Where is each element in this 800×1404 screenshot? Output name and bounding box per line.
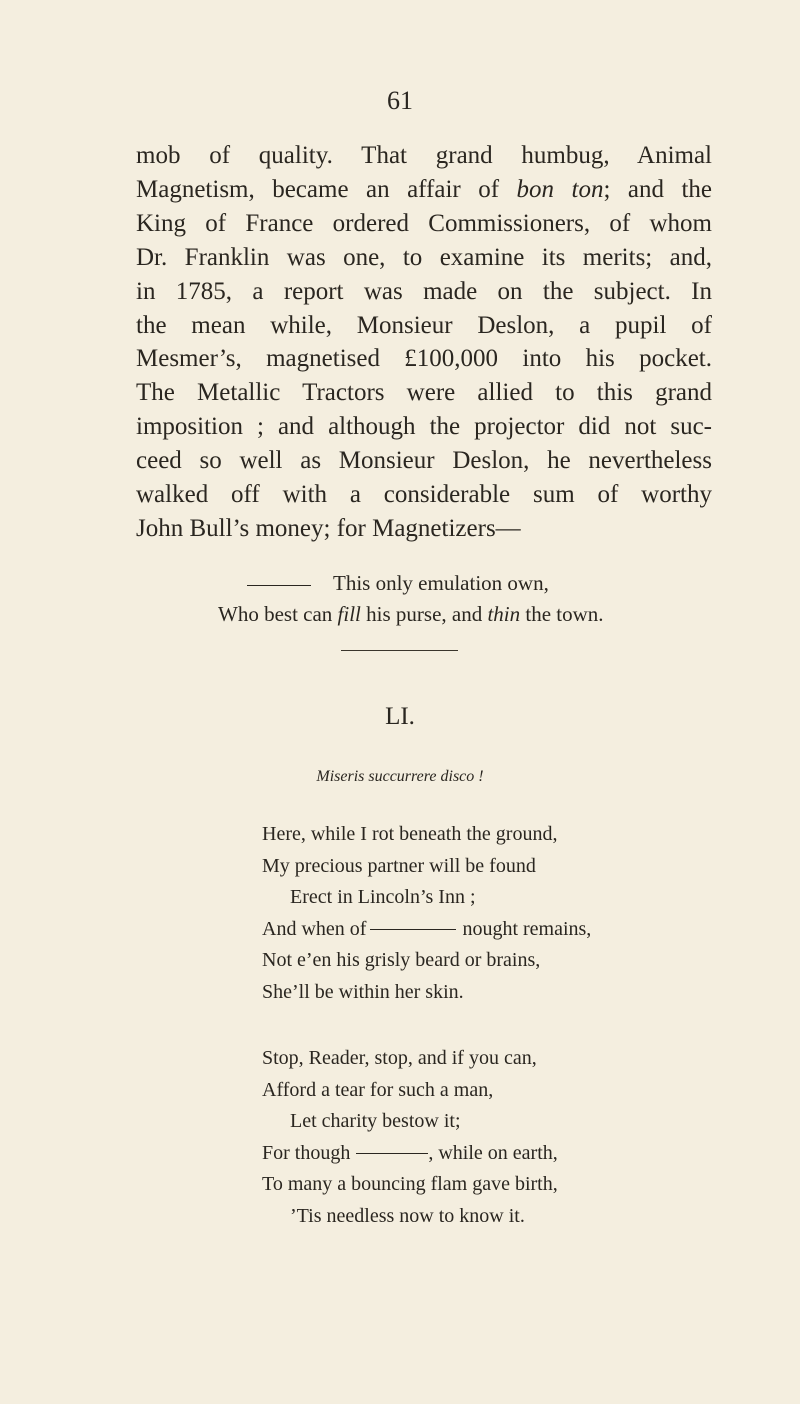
verse-quotation [0, 568, 800, 630]
verse-line: She’ll be within her skin. [262, 980, 464, 1003]
verse-line: Let charity bestow it; [290, 1110, 461, 1132]
verse-line: Erect in Lincoln’s Inn ; [290, 886, 476, 908]
name-blank-dash [370, 929, 456, 930]
section-number: LI. [385, 703, 415, 730]
verse-line: Afford a tear for such a man, [262, 1078, 494, 1101]
prose-line: John Bull’s money; for Magnetizers— [136, 514, 521, 542]
verse-line: Not e’en his grisly beard or brains, [262, 949, 541, 971]
quote-line: This only emulation own, [0, 568, 800, 599]
name-blank-dash [356, 1153, 428, 1154]
latin-motto: Miseris succurrere disco ! [316, 768, 484, 785]
prose-line: in 1785, a report was made on the subject. In [136, 277, 712, 305]
verse-line: My precious partner will be found [262, 854, 536, 877]
prose-line: ceed so well as Monsieur Deslon, he nevertheless [136, 447, 712, 475]
prose-line: Mesmer’s, magnetised £100,000 into his pocket. [136, 345, 712, 373]
prose-line: the mean while, Monsieur Deslon, a pupil of [136, 311, 712, 339]
epitaph-stanza [0, 819, 800, 1008]
prose-line: The Metallic Tractors were allied to this grand [136, 379, 712, 407]
verse-line: ’Tis needless now to know it. [290, 1204, 525, 1227]
page-number: 61 [387, 86, 413, 115]
verse-line: To many a bouncing flam gave birth, [262, 1173, 558, 1195]
prose-line: imposition ; and although the projector did not suc- [136, 413, 712, 441]
verse-line: And when of nought remains, [262, 917, 592, 940]
prose-line: King of France ordered Commissioners, of whom [136, 209, 712, 237]
verse-line: Here, while I rot beneath the ground, [262, 823, 558, 845]
epitaph-stanza [0, 1043, 800, 1232]
section-divider [341, 650, 458, 651]
verse-line: For though , while on earth, [262, 1141, 558, 1164]
italic-phrase: bon ton [516, 175, 604, 203]
prose-line: Dr. Franklin was one, to examine its merits; and, [136, 243, 712, 271]
prose-line: mob of quality. That grand humbug, Animal [136, 142, 712, 169]
omission-dash [247, 585, 311, 586]
verse-line: Stop, Reader, stop, and if you can, [262, 1047, 537, 1069]
prose-line: Magnetism, became an affair of bon ton; and the [136, 175, 712, 203]
prose-paragraph [136, 139, 712, 546]
prose-line: walked off with a considerable sum of worthy [136, 481, 712, 509]
quote-line: Who best can fill his purse, and thin the town. [218, 602, 604, 626]
